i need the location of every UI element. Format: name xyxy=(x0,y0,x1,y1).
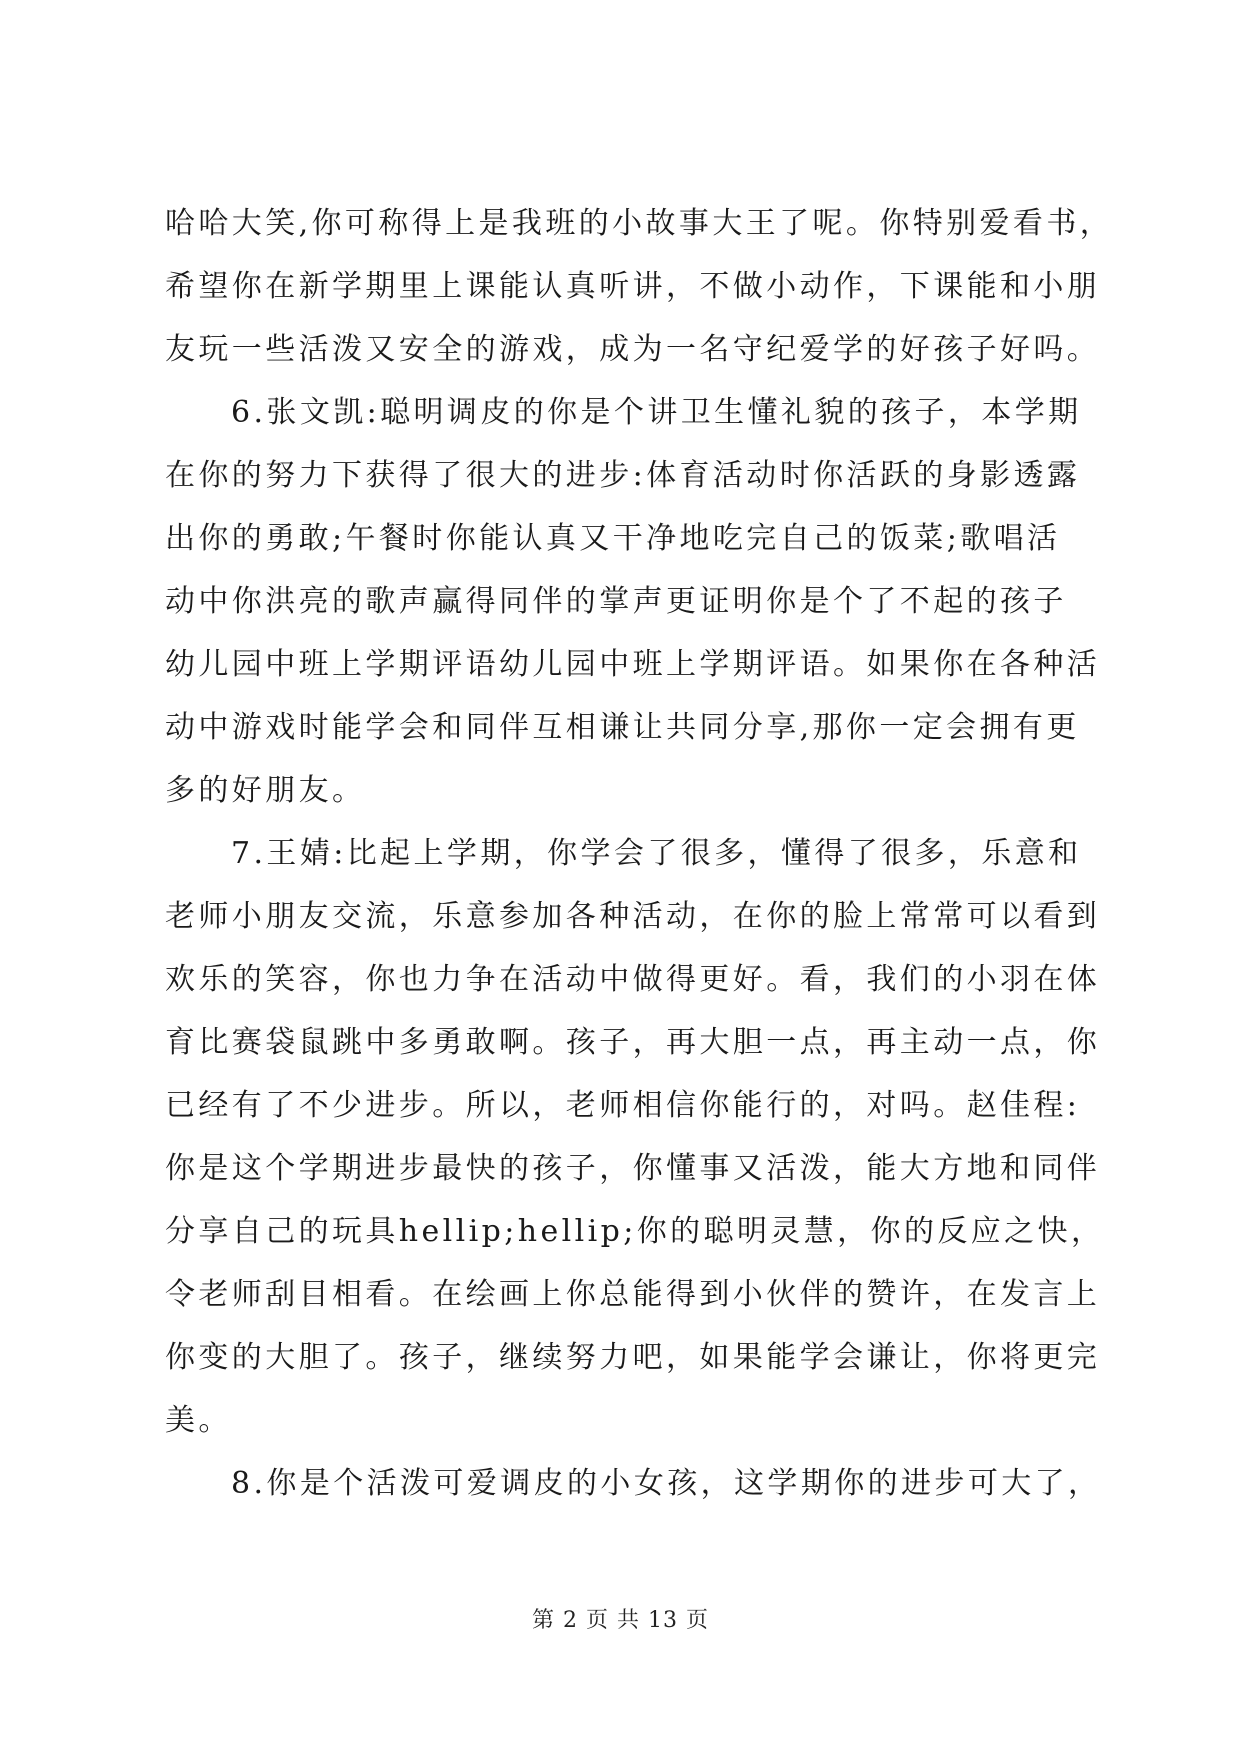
text-line: 幼儿园中班上学期评语幼儿园中班上学期评语。如果你在各种活 xyxy=(165,647,1101,682)
text-line: 哈哈大笑,你可称得上是我班的小故事大王了呢。你特别爱看书， xyxy=(165,206,1114,241)
paragraph-comment-8 xyxy=(165,1452,1102,1515)
text-line: 老师小朋友交流，乐意参加各种活动，在你的脸上常常可以看到 xyxy=(165,899,1101,934)
text-line: 已经有了不少进步。所以，老师相信你能行的，对吗。赵佳程: xyxy=(165,1088,1081,1123)
text-line: 美。 xyxy=(165,1403,232,1438)
text-line: 育比赛袋鼠跳中多勇敢啊。孩子，再大胆一点，再主动一点，你 xyxy=(165,1025,1101,1060)
text-line: 多的好朋友。 xyxy=(165,773,366,808)
text-line: 友玩一些活泼又安全的游戏，成为一名守纪爱学的好孩子好吗。 xyxy=(165,332,1101,367)
text-line: 你是这个学期进步最快的孩子，你懂事又活泼，能大方地和同伴 xyxy=(165,1151,1101,1186)
paragraph-comment-7 xyxy=(165,822,1105,1452)
text-line: 分享自己的玩具hellip;hellip;你的聪明灵慧，你的反应之快， xyxy=(165,1214,1105,1249)
text-line: 希望你在新学期里上课能认真听讲，不做小动作，下课能和小朋 xyxy=(165,269,1101,304)
page-number-footer: 第 2 页 共 13 页 xyxy=(532,1608,709,1633)
paragraph-comment-5-continued xyxy=(165,192,1114,381)
text-line: 你变的大胆了。孩子，继续努力吧，如果能学会谦让，你将更完 xyxy=(165,1340,1101,1375)
text-line: 7.王婧:比起上学期，你学会了很多，懂得了很多，乐意和 xyxy=(231,836,1082,871)
text-line: 6.张文凯:聪明调皮的你是个讲卫生懂礼貌的孩子，本学期 xyxy=(231,395,1082,430)
text-line: 在你的努力下获得了很大的进步:体育活动时你活跃的身影透露 xyxy=(165,458,1081,493)
text-line: 令老师刮目相看。在绘画上你总能得到小伙伴的赞许，在发言上 xyxy=(165,1277,1101,1312)
document-body xyxy=(165,192,1114,1515)
text-line: 动中游戏时能学会和同伴互相谦让共同分享,那你一定会拥有更 xyxy=(165,710,1080,745)
text-line: 出你的勇敢;午餐时你能认真又干净地吃完自己的饭菜;歌唱活 xyxy=(165,521,1061,556)
text-line: 欢乐的笑容，你也力争在活动中做得更好。看，我们的小羽在体 xyxy=(165,962,1101,997)
text-line: 8.你是个活泼可爱调皮的小女孩，这学期你的进步可大了， xyxy=(231,1466,1102,1501)
paragraph-comment-6 xyxy=(165,381,1101,822)
text-line: 动中你洪亮的歌声赢得同伴的掌声更证明你是个了不起的孩子 xyxy=(165,584,1067,619)
